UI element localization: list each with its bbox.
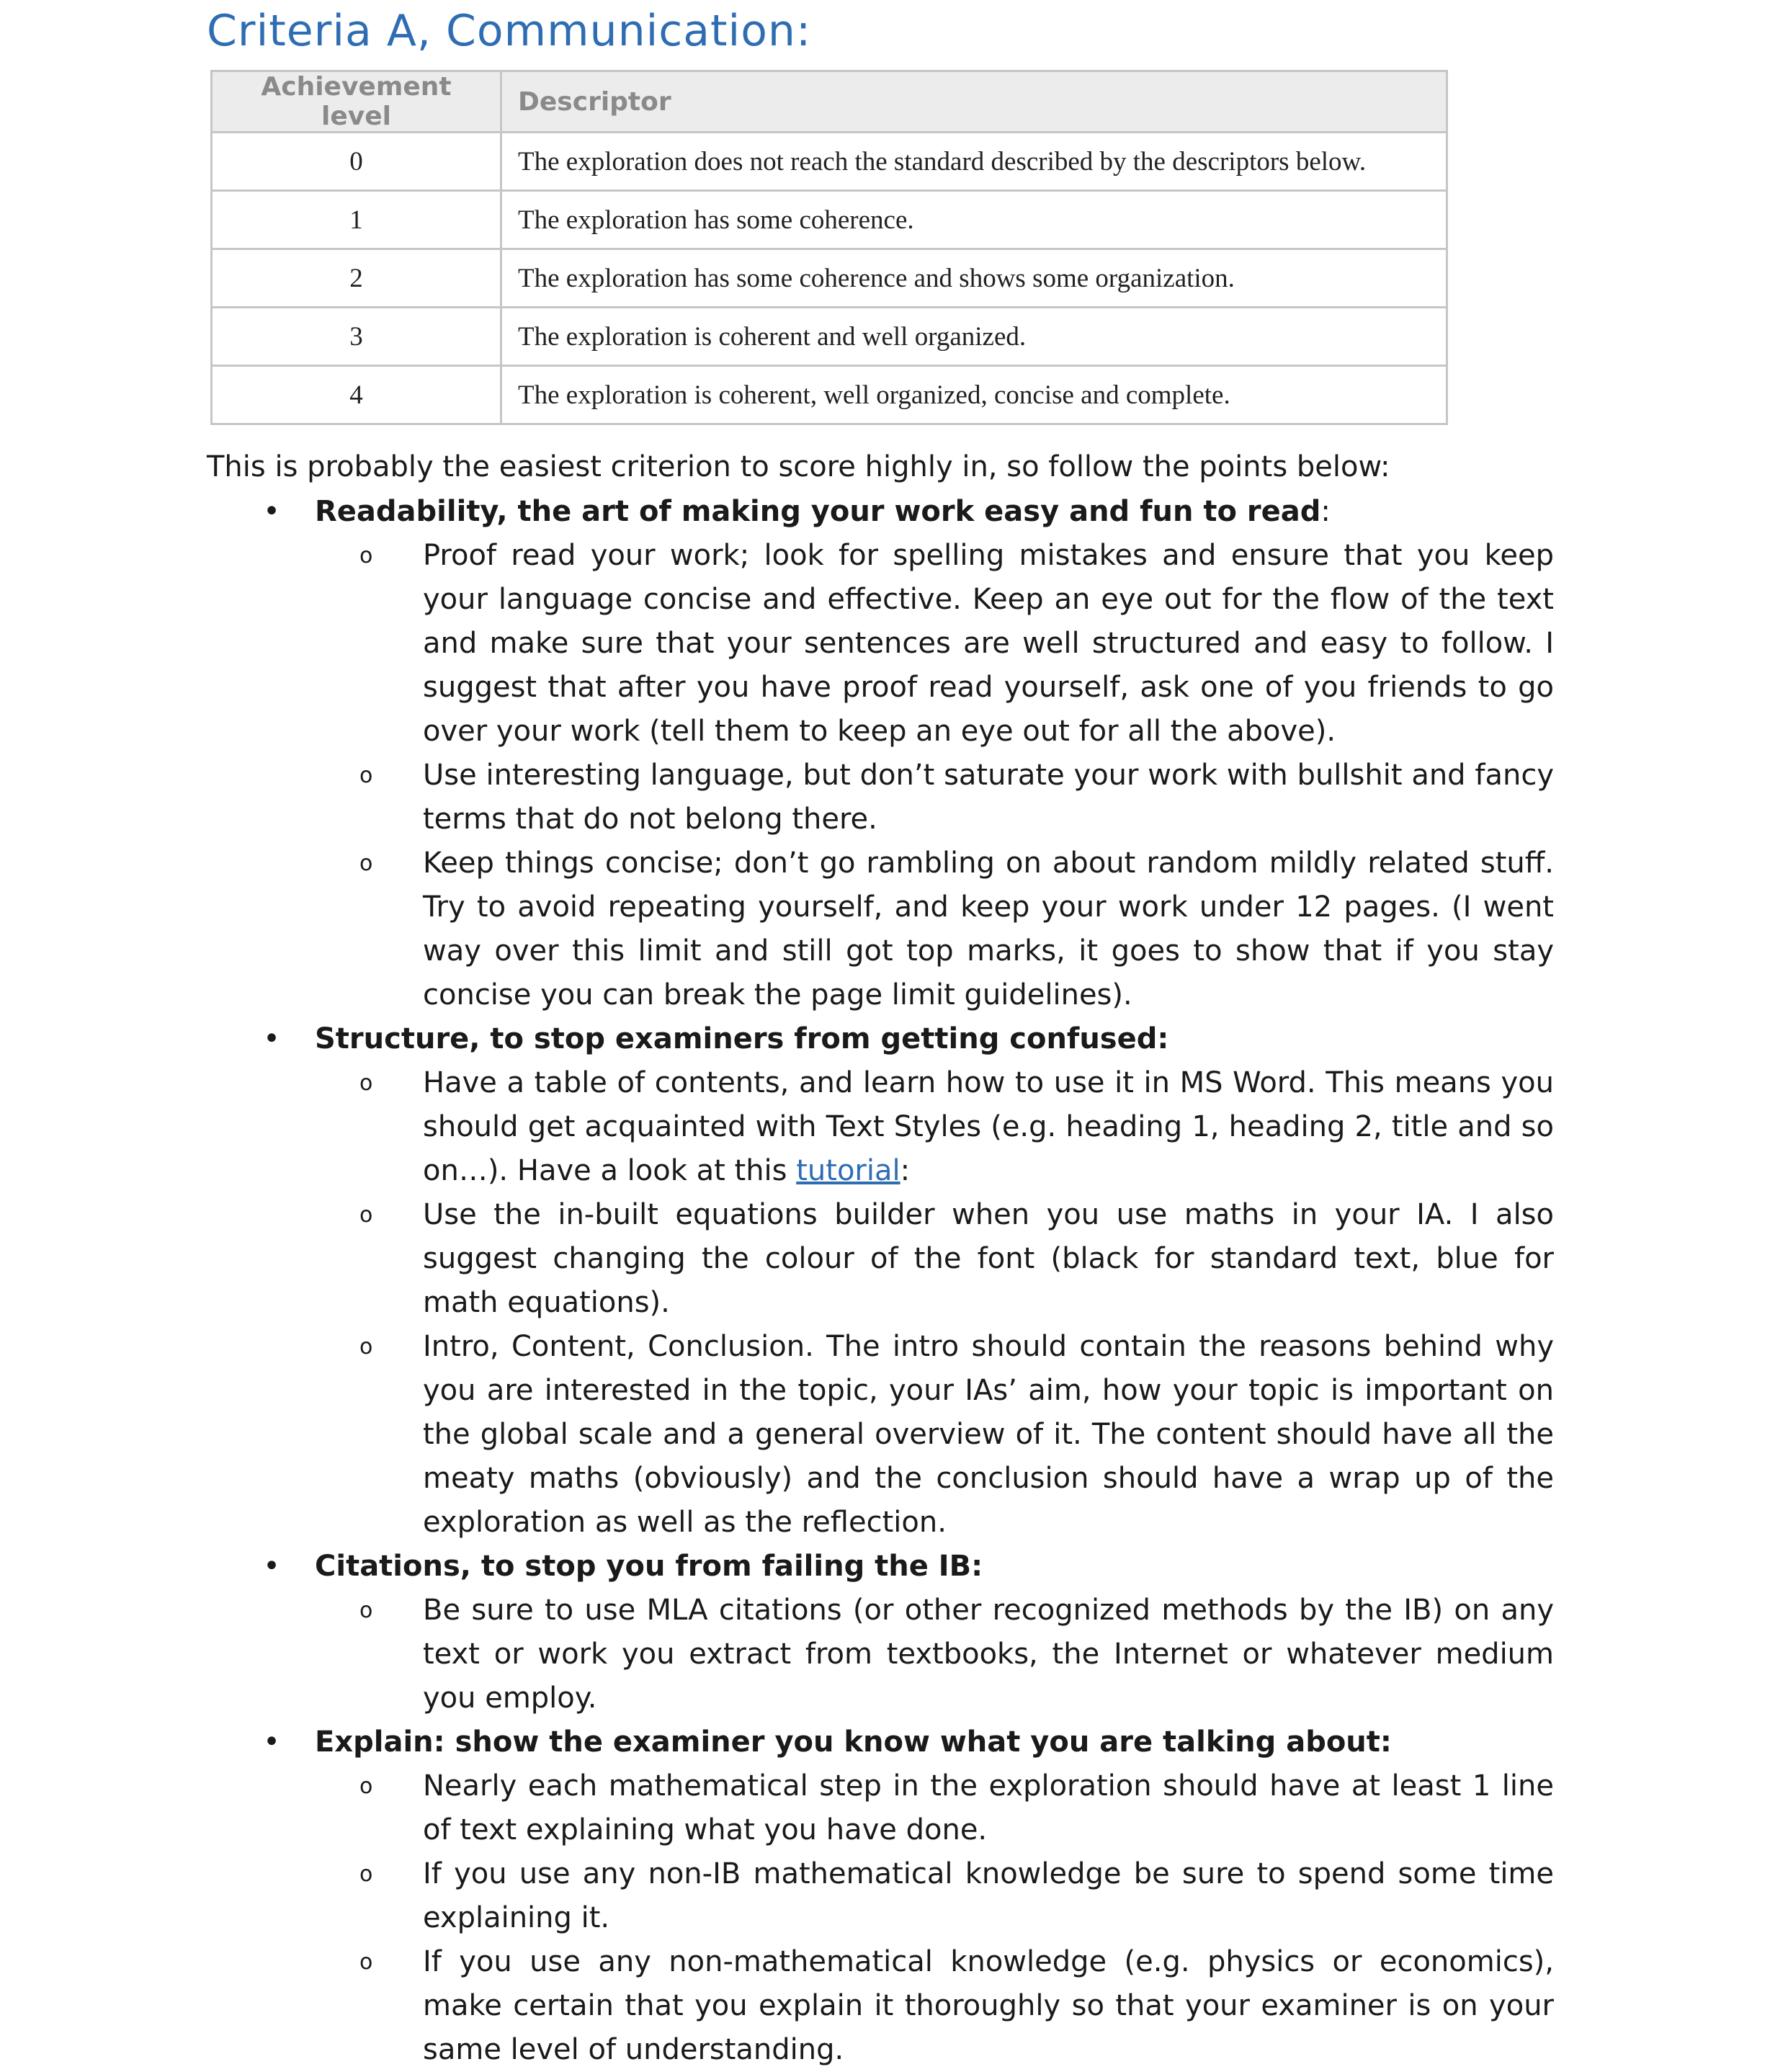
sub-item-text: Proof read your work; look for spelling mistakes and ensure that you keep your language concise and effective. Keep an eye out for the flow of the text and make sure that your sentences are well structured and easy to follow. I suggest that after you have proof read yourself, ask one of you friends to go over your work (tell them to keep an eye out for all the above). [423, 539, 1554, 748]
sub-item-text: If you use any non-mathematical knowledge (e.g. physics or economics), make certain that you explain it thoroughly so that your examiner is on your same level of understanding. [423, 1945, 1554, 2066]
intro-paragraph: This is probably the easiest criterion to score highly in, so follow the points below: [207, 450, 1390, 483]
circle-bullet-icon: o [359, 763, 373, 788]
bullet-icon: • [263, 1022, 280, 1055]
point-heading: Citations, to stop you from failing the IB: [315, 1550, 983, 1583]
sub-list [315, 534, 1568, 1017]
descriptor-cell: The exploration is coherent and well organized. [501, 308, 1447, 366]
circle-bullet-icon: o [359, 543, 373, 568]
tutorial-link[interactable]: tutorial [796, 1154, 900, 1187]
table-row [212, 249, 1447, 308]
circle-bullet-icon: o [359, 851, 373, 876]
point-heading: Structure, to stop examiners from getting confused: [315, 1022, 1169, 1055]
table-row [212, 191, 1447, 249]
header-descriptor: Descriptor [501, 71, 1447, 133]
table-row [212, 133, 1447, 191]
sub-list [315, 1061, 1568, 1545]
table-header-row [212, 71, 1447, 133]
sub-item [315, 841, 1568, 1017]
descriptor-cell: The exploration has some coherence. [501, 191, 1447, 249]
level-cell: 2 [212, 249, 501, 308]
sub-item-text: Use interesting language, but don’t saturate your work with bullshit and fancy terms that do not belong there. [423, 759, 1554, 836]
sub-list [315, 1589, 1568, 1720]
point-heading-suffix: : [1320, 495, 1331, 528]
circle-bullet-icon: o [359, 1202, 373, 1228]
sub-item-text: Intro, Content, Conclusion. The intro should contain the reasons behind why you are interested in the topic, your IAs’ aim, how your topic is important on the global scale and a general overview of it. The content should have all the meaty maths (obviously) and the conclusion should have a wrap up of the exploration as well as the reflection. [423, 1330, 1554, 1539]
sub-item-text: Keep things concise; don’t go rambling on about random mildly related stuff. Try to avoid repeating yourself, and keep your work under 12 pages. (I went way over this limit and still got top marks, it goes to show that if you stay concise you can break the page limit guidelines). [423, 847, 1554, 1012]
sub-item [315, 1061, 1568, 1193]
sub-item [315, 1325, 1568, 1545]
sub-item [315, 1193, 1568, 1325]
sub-item [315, 754, 1568, 841]
descriptor-cell: The exploration has some coherence and shows some organization. [501, 249, 1447, 308]
sub-item-text-after: : [900, 1154, 911, 1187]
sub-item-text: Have a table of contents, and learn how to use it in MS Word. This means you should get acquainted with Text Styles (e.g. heading 1, heading 2, title and so on…). Have a look at this [423, 1066, 1554, 1187]
sub-item [315, 1764, 1568, 1852]
page-title: Criteria A, Communication: [207, 6, 812, 56]
level-cell: 3 [212, 308, 501, 366]
point-heading: Readability, the art of making your work easy and fun to read [315, 495, 1321, 528]
circle-bullet-icon: o [359, 1598, 373, 1623]
sub-item [315, 1589, 1568, 1720]
rubric-table [210, 70, 1448, 425]
point-structure [207, 1017, 1568, 1545]
point-explain [207, 1720, 1568, 2072]
sub-list [315, 1764, 1568, 2072]
circle-bullet-icon: o [359, 1071, 373, 1096]
point-heading: Explain: show the examiner you know what you are talking about: [315, 1725, 1392, 1759]
point-readability [207, 490, 1568, 1017]
level-cell: 4 [212, 366, 501, 424]
circle-bullet-icon: o [359, 1862, 373, 1887]
circle-bullet-icon: o [359, 1334, 373, 1359]
level-cell: 1 [212, 191, 501, 249]
point-citations [207, 1545, 1568, 1720]
sub-item [315, 1940, 1568, 2072]
sub-item-text: Be sure to use MLA citations (or other recognized methods by the IB) on any text or work you extract from textbooks, the Internet or whatever medium you employ. [423, 1594, 1554, 1715]
sub-item-text: If you use any non-IB mathematical knowledge be sure to spend some time explaining it. [423, 1857, 1554, 1934]
table-row [212, 366, 1447, 424]
descriptor-cell: The exploration does not reach the standard described by the descriptors below. [501, 133, 1447, 191]
sub-item [315, 534, 1568, 754]
table-row [212, 308, 1447, 366]
sub-item-text: Nearly each mathematical step in the exploration should have at least 1 line of text explaining what you have done. [423, 1769, 1554, 1847]
circle-bullet-icon: o [359, 1774, 373, 1799]
bullet-icon: • [263, 495, 280, 528]
bullet-icon: • [263, 1725, 280, 1759]
level-cell: 0 [212, 133, 501, 191]
points-list [207, 490, 1568, 2072]
sub-item [315, 1852, 1568, 1940]
descriptor-cell: The exploration is coherent, well organized, concise and complete. [501, 366, 1447, 424]
header-achievement-level: Achievement level [212, 71, 501, 133]
sub-item-text: Use the in-built equations builder when you use maths in your IA. I also suggest changing the colour of the font (black for standard text, blue for math equations). [423, 1198, 1554, 1319]
bullet-icon: • [263, 1550, 280, 1583]
circle-bullet-icon: o [359, 1950, 373, 1975]
